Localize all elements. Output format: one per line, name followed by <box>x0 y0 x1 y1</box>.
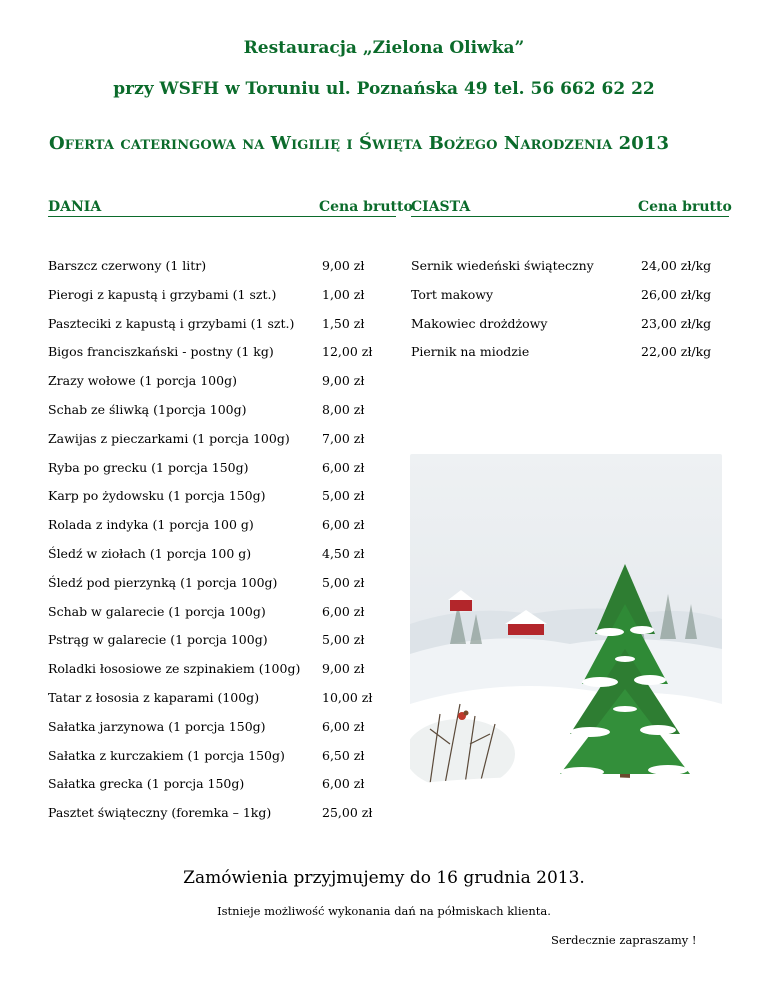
cake-name: Makowiec drożdżowy <box>411 316 548 331</box>
invitation-text: Serdecznie zapraszamy ! <box>551 933 697 947</box>
dish-price: 1,50 zł <box>322 316 365 331</box>
dish-name: Schab ze śliwką (1porcja 100g) <box>48 402 247 417</box>
dish-name: Sałatka z kurczakiem (1 porcja 150g) <box>48 748 285 763</box>
platter-note: Istnieje możliwość wykonania dań na półmiskach klienta. <box>217 904 551 918</box>
cake-price: 22,00 zł/kg <box>641 344 712 359</box>
dish-price: 6,00 zł <box>322 460 365 475</box>
cake-price: 26,00 zł/kg <box>641 287 712 302</box>
dish-price: 4,50 zł <box>322 546 365 561</box>
restaurant-address: przy WSFH w Toruniu ul. Poznańska 49 tel. 56 662 62 22 <box>113 79 655 99</box>
dish-name: Śledź pod pierzynką (1 porcja 100g) <box>48 575 278 590</box>
dish-name: Sałatka grecka (1 porcja 150g) <box>48 776 245 791</box>
dish-name: Tatar z łososia z kaparami (100g) <box>48 690 260 705</box>
dish-price: 5,00 zł <box>322 575 365 590</box>
dish-price: 12,00 zł <box>322 344 373 359</box>
dish-price: 1,00 zł <box>322 287 365 302</box>
dish-price: 6,00 zł <box>322 776 365 791</box>
dishes-header-underline <box>48 216 396 217</box>
dish-name: Bigos franciszkański - postny (1 kg) <box>48 344 274 359</box>
dish-price: 5,00 zł <box>322 488 365 503</box>
restaurant-name: Restauracja „Zielona Oliwka” <box>243 38 525 58</box>
dish-name: Sałatka jarzynowa (1 porcja 150g) <box>48 719 266 734</box>
dish-price: 9,00 zł <box>322 373 365 388</box>
dish-name: Pstrąg w galarecie (1 porcja 100g) <box>48 632 268 647</box>
winter-tree-illustration <box>410 454 722 808</box>
cakes-header-underline <box>411 216 729 217</box>
cake-name: Piernik na miodzie <box>411 344 530 359</box>
cake-price: 23,00 zł/kg <box>641 316 712 331</box>
dish-name: Zrazy wołowe (1 porcja 100g) <box>48 373 237 388</box>
dishes-price-header: Cena brutto <box>319 199 413 215</box>
orders-deadline: Zamówienia przyjmujemy do 16 grudnia 2013. <box>183 868 585 888</box>
dish-price: 25,00 zł <box>322 805 373 820</box>
dish-price: 5,00 zł <box>322 632 365 647</box>
cake-price: 24,00 zł/kg <box>641 258 712 273</box>
dish-price: 6,50 zł <box>322 748 365 763</box>
dish-name: Rolada z indyka (1 porcja 100 g) <box>48 517 254 532</box>
dish-price: 6,00 zł <box>322 719 365 734</box>
cake-name: Sernik wiedeński świąteczny <box>411 258 594 273</box>
dish-price: 10,00 zł <box>322 690 373 705</box>
dish-name: Barszcz czerwony (1 litr) <box>48 258 207 273</box>
winter-scene-icon <box>410 454 722 808</box>
cake-name: Tort makowy <box>411 287 494 302</box>
dish-name: Roladki łososiowe ze szpinakiem (100g) <box>48 661 301 676</box>
dish-name: Pierogi z kapustą i grzybami (1 szt.) <box>48 287 277 302</box>
dishes-header: DANIA <box>48 199 102 215</box>
offer-title: Oferta cateringowa na Wigilię i Święta Bożego Narodzenia 2013 <box>49 133 670 154</box>
dish-name: Schab w galarecie (1 porcja 100g) <box>48 604 266 619</box>
cakes-price-header: Cena brutto <box>638 199 732 215</box>
dish-price: 9,00 zł <box>322 661 365 676</box>
dish-name: Pasztet świąteczny (foremka – 1kg) <box>48 805 272 820</box>
dish-price: 7,00 zł <box>322 431 365 446</box>
cakes-header: CIASTA <box>411 199 471 215</box>
dish-name: Śledź w ziołach (1 porcja 100 g) <box>48 546 252 561</box>
dish-price: 9,00 zł <box>322 258 365 273</box>
dish-name: Ryba po grecku (1 porcja 150g) <box>48 460 249 475</box>
dish-price: 8,00 zł <box>322 402 365 417</box>
dish-name: Zawijas z pieczarkami (1 porcja 100g) <box>48 431 290 446</box>
dish-price: 6,00 zł <box>322 604 365 619</box>
dish-price: 6,00 zł <box>322 517 365 532</box>
dish-name: Karp po żydowsku (1 porcja 150g) <box>48 488 266 503</box>
dish-name: Paszteciki z kapustą i grzybami (1 szt.) <box>48 316 295 331</box>
